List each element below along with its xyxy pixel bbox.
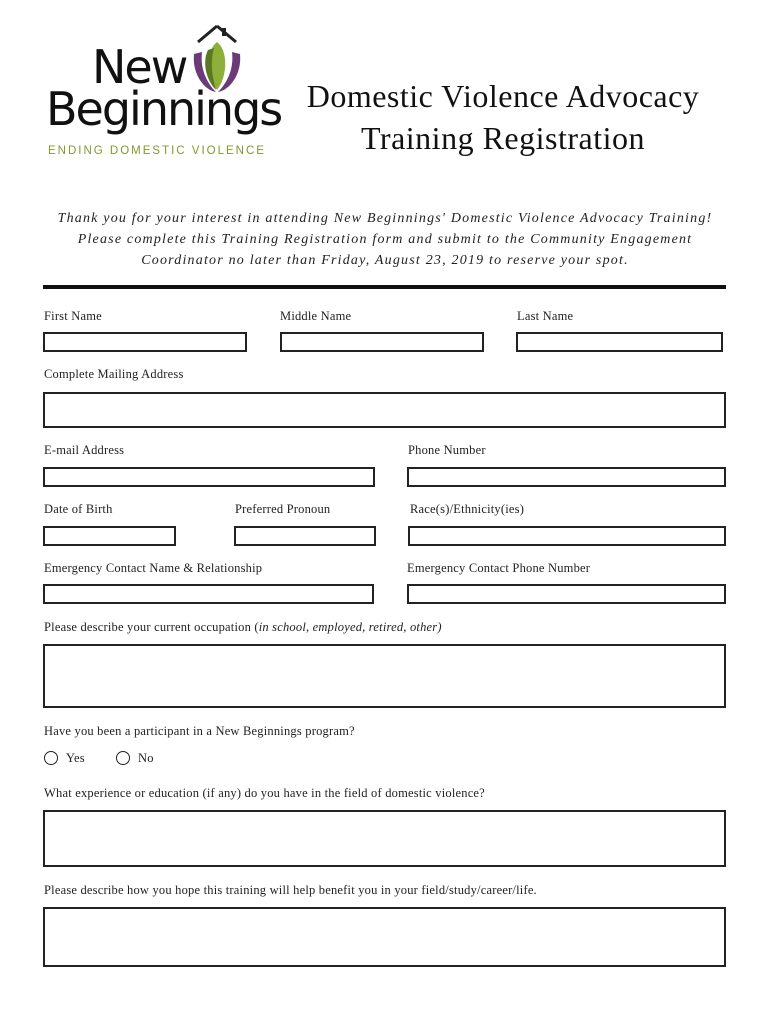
first-name-label: First Name [44, 309, 102, 323]
logo-word-new: New [92, 40, 187, 94]
race-label: Race(s)/Ethnicity(ies) [410, 502, 525, 516]
benefit-label: Please describe how you hope this training will help benefit you in your field/study/career/life. [44, 883, 537, 897]
benefit-field[interactable] [43, 907, 726, 967]
experience-label: What experience or education (if any) do you have in the field of domestic violence? [44, 786, 485, 800]
dob-field[interactable] [43, 526, 176, 546]
intro-line3: Coordinator no later than Friday, August 23, 2019 to reserve your spot. [141, 253, 629, 268]
emergency-phone-label: Emergency Contact Phone Number [407, 561, 591, 575]
logo-tagline: ENDING DOMESTIC VIOLENCE [48, 145, 266, 157]
emergency-contact-field[interactable] [43, 584, 374, 604]
occupation-hint: in school, employed, retired, other) [258, 620, 442, 634]
occupation-label [44, 620, 442, 635]
phone-label: Phone Number [408, 443, 486, 457]
emergency-contact-label: Emergency Contact Name & Relationship [44, 561, 263, 575]
participant-question: Have you been a participant in a New Beginnings program? [44, 724, 355, 738]
phone-field[interactable] [407, 467, 726, 487]
occupation-label-text: Please describe your current occupation ( [44, 620, 259, 634]
pronoun-label: Preferred Pronoun [235, 502, 331, 516]
email-field[interactable] [43, 467, 375, 487]
page-title-line2: Training Registration [361, 120, 645, 156]
race-field[interactable] [408, 526, 726, 546]
no-radio[interactable] [116, 751, 130, 765]
no-label: No [138, 751, 154, 765]
logo-word-beginnings: Beginnings [46, 82, 282, 136]
pronoun-field[interactable] [234, 526, 376, 546]
intro-line2: Please complete this Training Registration form and submit to the Community Engagement [77, 232, 693, 247]
emergency-phone-field[interactable] [407, 584, 726, 604]
divider [43, 285, 726, 289]
last-name-label: Last Name [517, 309, 574, 323]
intro-line1: Thank you for your interest in attending New Beginnings' Domestic Violence Advocacy Training! [57, 211, 713, 226]
yes-radio[interactable] [44, 751, 58, 765]
experience-field[interactable] [43, 810, 726, 867]
mailing-address-field[interactable] [43, 392, 726, 428]
dob-label: Date of Birth [44, 502, 113, 516]
first-name-field[interactable] [43, 332, 247, 352]
mailing-address-label: Complete Mailing Address [44, 367, 184, 381]
last-name-field[interactable] [516, 332, 723, 352]
email-label: E-mail Address [44, 443, 125, 457]
occupation-field[interactable] [43, 644, 726, 708]
yes-label: Yes [66, 751, 85, 765]
middle-name-field[interactable] [280, 332, 484, 352]
page-title-line1: Domestic Violence Advocacy [306, 78, 700, 114]
middle-name-label: Middle Name [280, 309, 352, 323]
